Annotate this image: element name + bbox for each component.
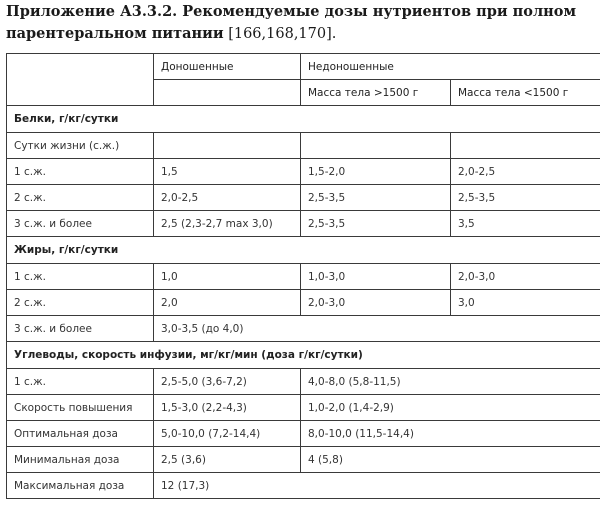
cell-preterm-under: 3,5 (451, 211, 600, 237)
header-empty-cell (7, 54, 154, 106)
cell-full-term: 1,5-3,0 (2,2-4,3) (154, 395, 301, 421)
cell-full-term: 1,0 (154, 264, 301, 290)
cell-full-term: 2,0 (154, 290, 301, 316)
header-weight-under-1500: Масса тела <1500 г (451, 80, 600, 106)
cell-preterm-over: 2,0-3,0 (301, 290, 451, 316)
section-title: Углеводы, скорость инфузии, мг/кг/мин (доза г/кг/сутки) (7, 342, 600, 369)
document-title (6, 0, 596, 45)
row-label: Оптимальная доза (7, 421, 154, 447)
cell-all-groups: 12 (17,3) (154, 473, 600, 499)
table-row (7, 421, 600, 447)
row-label: Скорость повышения (7, 395, 154, 421)
row-label: Сутки жизни (с.ж.) (7, 133, 154, 159)
cell-all-groups: 3,0-3,5 (до 4,0) (154, 316, 600, 342)
cell-full-term: 5,0-10,0 (7,2-14,4) (154, 421, 301, 447)
cell-preterm-under: 2,0-2,5 (451, 159, 600, 185)
section-row-carbs (7, 342, 600, 369)
table-row (7, 159, 600, 185)
table-row (7, 133, 600, 159)
cell-full-term: 2,5-5,0 (3,6-7,2) (154, 369, 301, 395)
row-label: 3 с.ж. и более (7, 211, 154, 237)
title-references: [166,168,170]. (228, 26, 337, 42)
section-row-protein (7, 106, 600, 133)
table-row (7, 264, 600, 290)
header-preterm: Недоношенные (301, 54, 600, 80)
cell-preterm-over: 1,5-2,0 (301, 159, 451, 185)
cell-preterm-under: 3,0 (451, 290, 600, 316)
header-full-term: Доношенные (154, 54, 301, 80)
table-header-row (7, 54, 600, 80)
table-row (7, 211, 600, 237)
cell-preterm-under (451, 133, 600, 159)
cell-preterm-over: 1,0-3,0 (301, 264, 451, 290)
row-label: 1 с.ж. (7, 159, 154, 185)
row-label: 1 с.ж. (7, 369, 154, 395)
cell-preterm: 4,0-8,0 (5,8-11,5) (301, 369, 600, 395)
row-label: 2 с.ж. (7, 185, 154, 211)
cell-preterm: 8,0-10,0 (11,5-14,4) (301, 421, 600, 447)
table-row (7, 316, 600, 342)
table-row (7, 395, 600, 421)
row-label: Минимальная доза (7, 447, 154, 473)
cell-preterm: 4 (5,8) (301, 447, 600, 473)
table-row (7, 473, 600, 499)
cell-preterm-under: 2,5-3,5 (451, 185, 600, 211)
cell-preterm: 1,0-2,0 (1,4-2,9) (301, 395, 600, 421)
cell-preterm-under: 2,0-3,0 (451, 264, 600, 290)
nutrient-dose-table (6, 53, 600, 499)
row-label: 2 с.ж. (7, 290, 154, 316)
section-title: Жиры, г/кг/сутки (7, 237, 600, 264)
cell-full-term: 2,0-2,5 (154, 185, 301, 211)
cell-full-term: 1,5 (154, 159, 301, 185)
table-row (7, 447, 600, 473)
cell-preterm-over (301, 133, 451, 159)
header-weight-over-1500: Масса тела >1500 г (301, 80, 451, 106)
cell-full-term: 2,5 (3,6) (154, 447, 301, 473)
row-label: 3 с.ж. и более (7, 316, 154, 342)
cell-preterm-over: 2,5-3,5 (301, 211, 451, 237)
row-label: 1 с.ж. (7, 264, 154, 290)
row-label: Максимальная доза (7, 473, 154, 499)
cell-preterm-over: 2,5-3,5 (301, 185, 451, 211)
subheader-empty-cell (154, 80, 301, 106)
title-text: Приложение А3.3.2. Рекомендуемые дозы нутриентов при полном парентеральном питании (6, 3, 577, 42)
cell-full-term: 2,5 (2,3-2,7 max 3,0) (154, 211, 301, 237)
cell-full-term (154, 133, 301, 159)
section-row-fat (7, 237, 600, 264)
table-row (7, 185, 600, 211)
section-title: Белки, г/кг/сутки (7, 106, 600, 133)
table-row (7, 290, 600, 316)
table-row (7, 369, 600, 395)
